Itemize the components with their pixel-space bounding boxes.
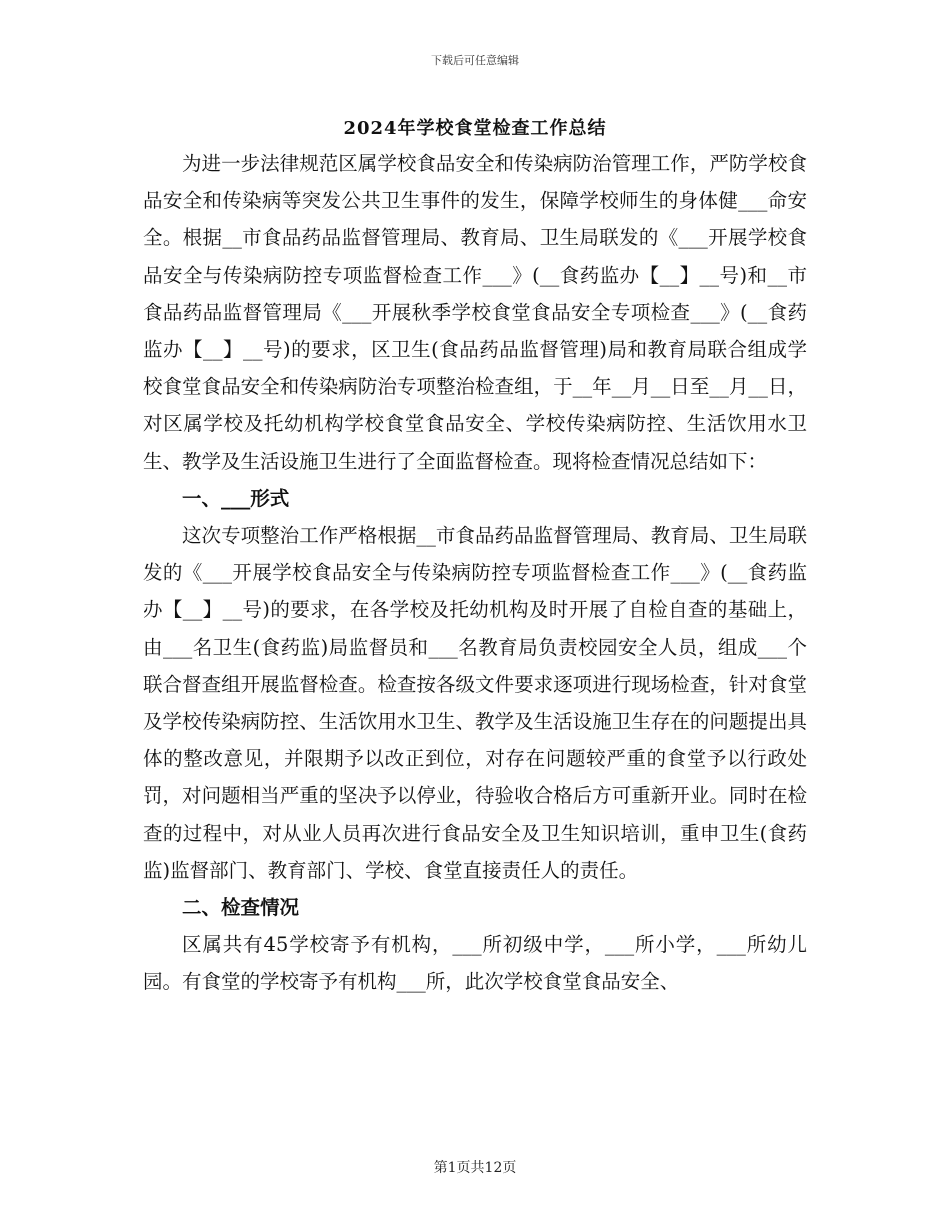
- form-paragraph: 这次专项整治工作严格根据__市食品药品监督管理局、教育局、卫生局联发的《___开展学校食品安全与传染病防控专项监督检查工作___》(__食药监办【__】__号)的要求，在各学校及托幼机构及时开展了自检自查的基础上，由___名卫生(食药监)局监督员和___名教育局负责校园安全人员，组成___个联合督查组开展监督检查。检查按各级文件要求逐项进行现场检查，针对食堂及学校传染病防控、生活饮用水卫生、教学及生活设施卫生存在的问题提出具体的整改意见，并限期予以改正到位，对存在问题较严重的食堂予以行政处罚，对问题相当严重的坚决予以停业，待验收合格后方可重新开业。同时在检查的过程中，对从业人员再次进行食品安全及卫生知识培训，重申卫生(食药监)监督部门、教育部门、学校、食堂直接责任人的责任。: [143, 524, 807, 882]
- section-heading-form: 一、___形式: [182, 486, 290, 510]
- document-title: 2024年学校食堂检查工作总结: [343, 118, 607, 139]
- page-header-note: 下载后可任意编辑: [431, 54, 519, 67]
- intro-paragraph: 为进一步法律规范区属学校食品安全和传染病防治管理工作，严防学校食品安全和传染病等突发公共卫生事件的发生，保障学校师生的身体健___命安全。根据__市食品药品监督管理局、教育局、卫生局联发的《___开展学校食品安全与传染病防控专项监督检查工作___》(__食药监办【__】__号)和__市食品药品监督管理局《___开展秋季学校食堂食品安全专项检查___》(__食药监办【__】__号)的要求，区卫生(食品药品监督管理)局和教育局联合组成学校食堂食品安全和传染病防治专项整治检查组，于__年__月__日至__月__日，对区属学校及托幼机构学校食堂食品安全、学校传染病防控、生活饮用水卫生、教学及生活设施卫生进行了全面监督检查。现将检查情况总结如下：: [143, 152, 807, 473]
- page-footer: 第1页共12页: [433, 1160, 517, 1176]
- section-heading-inspection: 二、检查情况: [182, 896, 300, 920]
- inspection-paragraph: 区属共有45学校寄予有机构，___所初级中学，___所小学，___所幼儿园。有食堂的学校寄予有机构___所，此次学校食堂食品安全、: [143, 933, 807, 994]
- document-body: [143, 145, 807, 1001]
